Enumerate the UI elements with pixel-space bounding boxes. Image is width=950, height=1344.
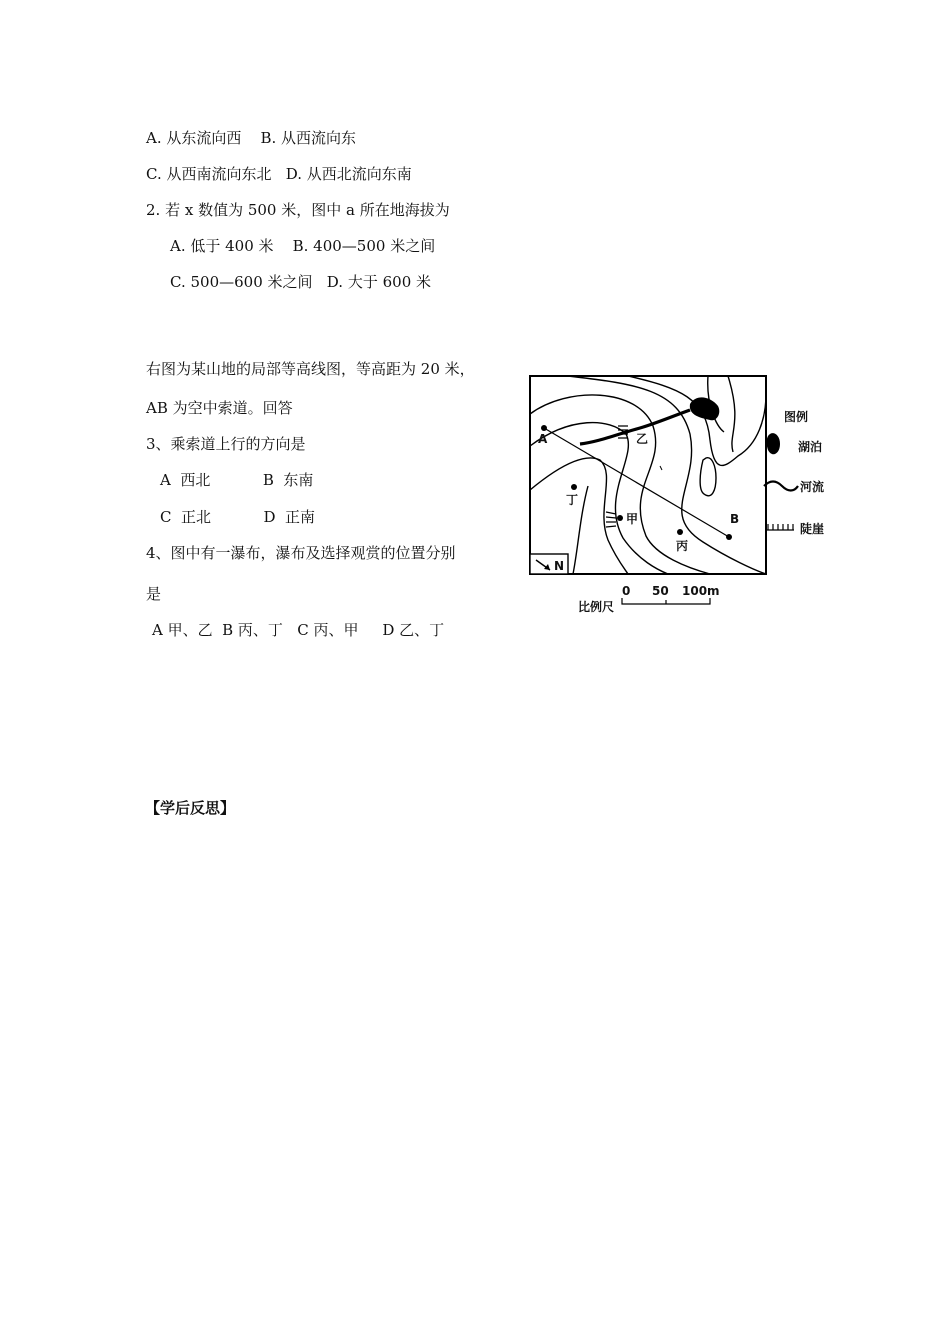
point-yi-label: 乙 bbox=[636, 432, 649, 446]
north-label: N bbox=[554, 559, 565, 573]
q1-option-line-2: C. 从西南流向东北 D. 从西北流向东南 bbox=[146, 165, 412, 183]
q1-option-line-1: A. 从东流向西 B. 从西流向东 bbox=[146, 129, 357, 147]
legend-lake-label: 湖泊 bbox=[798, 440, 823, 454]
scale-tick-0: 0 bbox=[622, 584, 631, 598]
q3-option-line-2: C 正北 D 正南 bbox=[160, 508, 316, 526]
intro-line-2: AB 为空中索道。回答 bbox=[146, 399, 293, 417]
point-ding-label: 丁 bbox=[566, 493, 579, 507]
scale-tick-50: 50 bbox=[652, 584, 669, 598]
q4-stem-continued: 是 bbox=[146, 585, 162, 603]
scale-tick-100: 100m bbox=[682, 584, 720, 598]
legend-river-label: 河流 bbox=[800, 480, 825, 494]
q2-option-line-2: C. 500—600 米之间 D. 大于 600 米 bbox=[170, 273, 432, 291]
intro-line-1: 右图为某山地的局部等高线图，等高距为 20 米， bbox=[146, 360, 475, 378]
q3-option-line-1: A 西北 B 东南 bbox=[160, 471, 314, 489]
q3-stem: 3、乘索道上行的方向是 bbox=[146, 435, 306, 453]
q4-stem: 4、图中有一瀑布，瀑布及选择观赏的位置分别 bbox=[146, 544, 456, 562]
point-jia-label: 甲 bbox=[626, 512, 639, 526]
contour-map-figure bbox=[528, 374, 838, 620]
q2-option-line-1: A. 低于 400 米 B. 400—500 米之间 bbox=[170, 237, 436, 255]
reflection-heading: 【学后反思】 bbox=[145, 799, 236, 817]
legend-title: 图例 bbox=[784, 410, 809, 424]
scale-title: 比例尺 bbox=[578, 600, 615, 614]
q4-options: A 甲、乙 B 丙、丁 C 丙、甲 D 乙、丁 bbox=[152, 621, 445, 639]
point-a-label: A bbox=[538, 432, 548, 446]
point-bing-label: 丙 bbox=[676, 539, 689, 553]
q2-stem: 2. 若 x 数值为 500 米，图中 a 所在地海拔为 bbox=[146, 201, 450, 219]
point-b-label: B bbox=[730, 512, 740, 526]
legend-cliff-label: 陡崖 bbox=[800, 522, 825, 536]
